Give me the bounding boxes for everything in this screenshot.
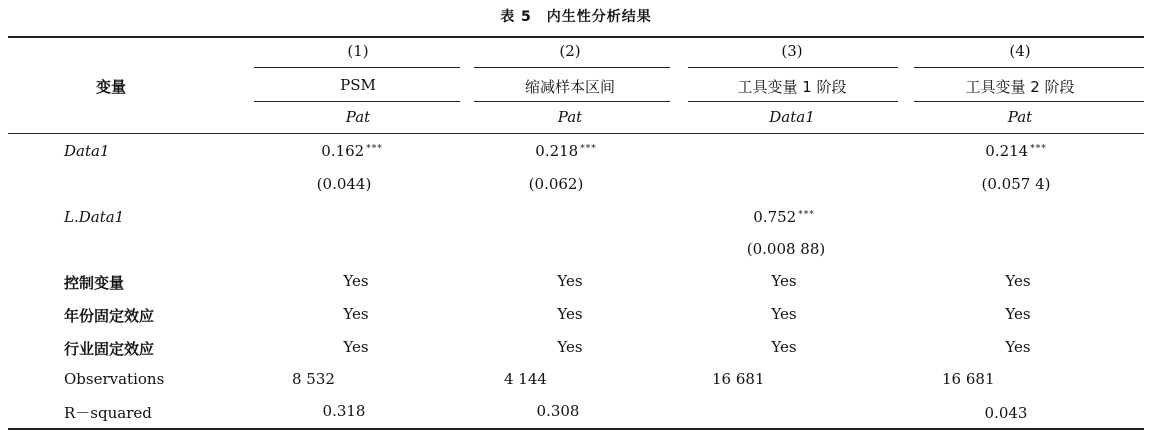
- row-label-data1: Data1: [64, 142, 110, 160]
- header-subrule-5: [254, 101, 460, 102]
- se-data1-col1: (0.044): [316, 175, 372, 193]
- col-number-2: (2): [559, 42, 581, 60]
- col-dep-var-2: Pat: [557, 108, 583, 126]
- coef-data1-col2: 0.218 ***: [535, 142, 597, 160]
- controls-col2: Yes: [557, 272, 583, 290]
- table-title: 表 5 内生性分析结果: [500, 9, 652, 25]
- coef-data1-col1: 0.162 ***: [321, 142, 383, 160]
- header-subrule-6: [474, 101, 670, 102]
- col-method-4: 工具变量 2 阶段: [965, 78, 1075, 96]
- observations-col1: 8 532: [292, 370, 335, 388]
- col-method-2: 缩减样本区间: [524, 78, 616, 96]
- header-subrule-3: [688, 67, 898, 68]
- r-squared-col4: 0.043: [984, 404, 1028, 422]
- row-label-industry-fe: 行业固定效应: [64, 340, 155, 358]
- industry-fe-col1: Yes: [343, 338, 369, 356]
- year-fe-col1: Yes: [343, 305, 369, 323]
- controls-col1: Yes: [343, 272, 369, 290]
- se-ldata1-col3: (0.008 88): [746, 240, 826, 258]
- se-data1-col4: (0.057 4): [981, 175, 1051, 193]
- header-subrule-7: [688, 101, 898, 102]
- col-number-4: (4): [1009, 42, 1031, 60]
- industry-fe-col4: Yes: [1005, 338, 1031, 356]
- bottom-rule: [8, 428, 1144, 430]
- top-rule: [8, 36, 1144, 38]
- col-number-3: (3): [781, 42, 803, 60]
- col-method-1: PSM: [340, 76, 376, 94]
- header-subrule-2: [474, 67, 670, 68]
- year-fe-col3: Yes: [771, 305, 797, 323]
- row-label-observations: Observations: [64, 370, 165, 388]
- row-label-controls: 控制变量: [64, 274, 125, 292]
- row-label-ldata1: L.Data1: [64, 208, 125, 226]
- header-bottom-rule: [8, 133, 1144, 134]
- industry-fe-col3: Yes: [771, 338, 797, 356]
- header-subrule-4: [914, 67, 1144, 68]
- observations-col2: 4 144: [504, 370, 547, 388]
- observations-col4: 16 681: [942, 370, 995, 388]
- observations-col3: 16 681: [712, 370, 765, 388]
- controls-col3: Yes: [771, 272, 797, 290]
- header-subrule-8: [914, 101, 1144, 102]
- controls-col4: Yes: [1005, 272, 1031, 290]
- col-dep-var-4: Pat: [1007, 108, 1033, 126]
- year-fe-col2: Yes: [557, 305, 583, 323]
- coef-ldata1-col3: 0.752 ***: [753, 208, 815, 226]
- industry-fe-col2: Yes: [557, 338, 583, 356]
- col-number-1: (1): [347, 42, 369, 60]
- r-squared-col1: 0.318: [322, 402, 366, 420]
- coef-data1-col4: 0.214 ***: [985, 142, 1047, 160]
- col-method-3: 工具变量 1 阶段: [737, 78, 847, 96]
- se-data1-col2: (0.062): [528, 175, 584, 193]
- row-label-r-squared: R－squared: [64, 404, 152, 422]
- col-dep-var-3: Data1: [769, 108, 815, 126]
- header-subrule-1: [254, 67, 460, 68]
- header-variable-label: 变量: [96, 78, 127, 96]
- row-label-year-fe: 年份固定效应: [64, 307, 155, 325]
- r-squared-col2: 0.308: [536, 402, 580, 420]
- year-fe-col4: Yes: [1005, 305, 1031, 323]
- col-dep-var-1: Pat: [345, 108, 371, 126]
